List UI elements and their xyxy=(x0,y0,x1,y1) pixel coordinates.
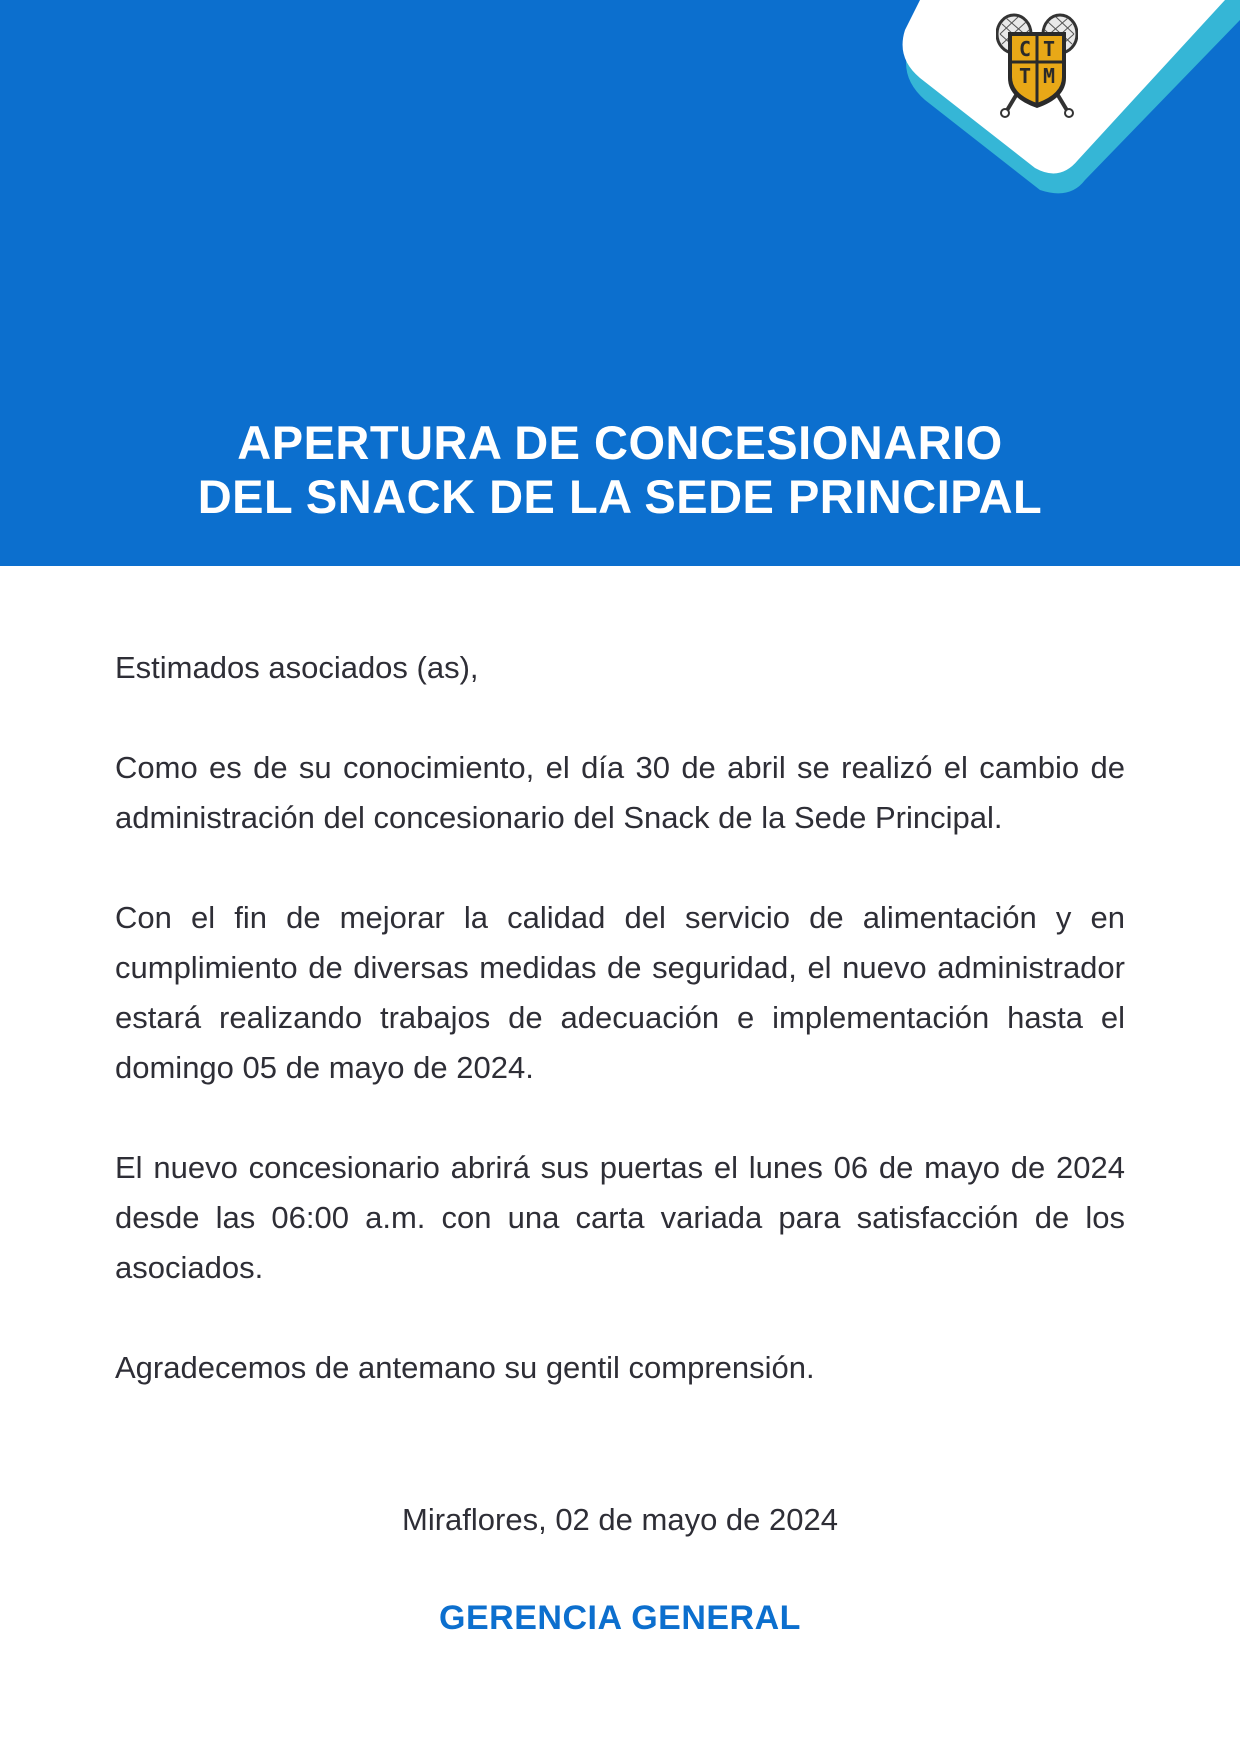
title-line-2: DEL SNACK DE LA SEDE PRINCIPAL xyxy=(197,470,1043,523)
logo-letter-t2: T xyxy=(1018,64,1032,88)
paragraph-1: Como es de su conocimiento, el día 30 de abril se realizó el cambio de administración del concesionario del Snack de la Sede Principal. xyxy=(115,750,1125,835)
place-date: Miraflores, 02 de mayo de 2024 xyxy=(402,1502,838,1537)
cttm-shield-rackets-icon xyxy=(996,12,1078,118)
closing-line: Agradecemos de antemano su gentil comprensión. xyxy=(115,1350,815,1385)
paragraph-2: Con el fin de mejorar la calidad del servicio de alimentación y en cumplimiento de diversas medidas de seguridad, el nuevo administrador estará realizando trabajos de adecuación e implementación hasta el domingo 05 de mayo de 2024. xyxy=(115,900,1125,1085)
signature: GERENCIA GENERAL xyxy=(439,1599,801,1637)
page-title xyxy=(0,416,1240,524)
greeting: Estimados asociados (as), xyxy=(115,650,479,685)
paragraph-3: El nuevo concesionario abrirá sus puertas el lunes 06 de mayo de 2024 desde las 06:00 a.m. con una carta variada para satisfacción de los asociados. xyxy=(115,1150,1125,1285)
logo-letter-c: C xyxy=(1018,37,1032,61)
logo-letter-t1: T xyxy=(1042,37,1056,61)
letter-body xyxy=(115,643,1125,1443)
logo-letter-m: M xyxy=(1042,64,1056,88)
title-line-1: APERTURA DE CONCESIONARIO xyxy=(237,416,1003,469)
header-banner xyxy=(0,0,1240,566)
